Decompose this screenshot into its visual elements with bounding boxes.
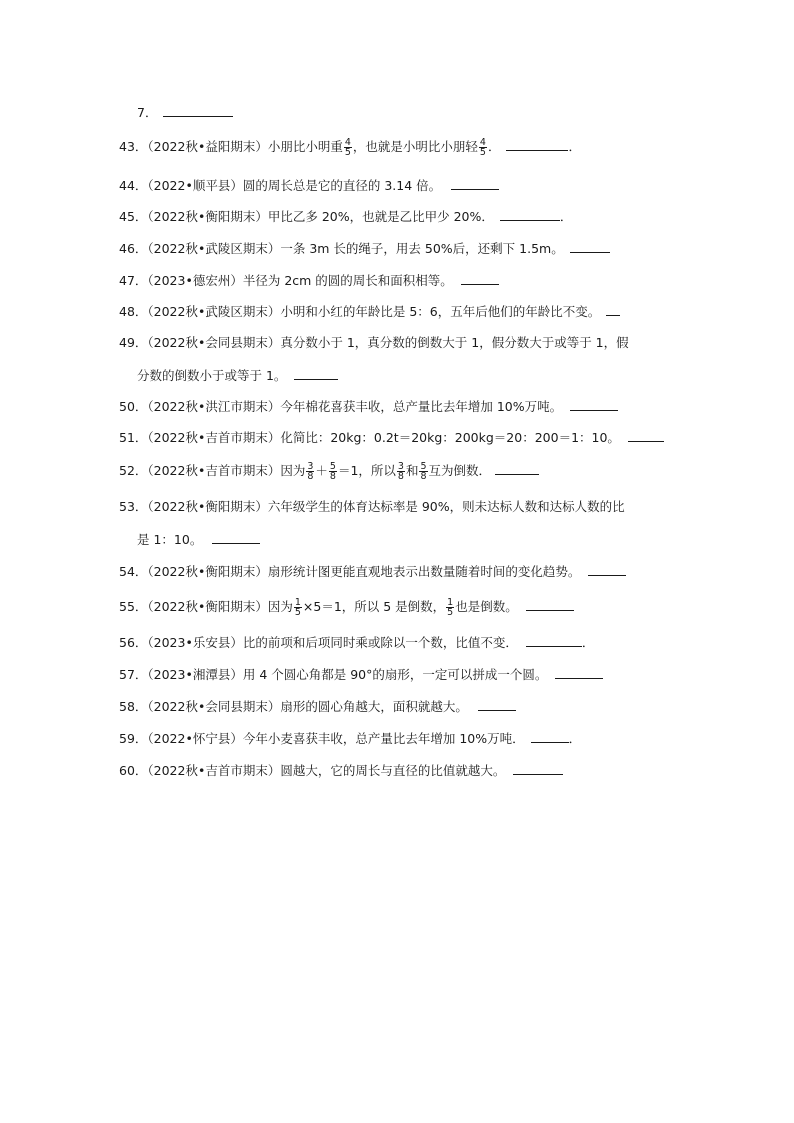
question-text: ×5＝1，所以 5 是倒数，: [302, 599, 446, 614]
question-59: [119, 730, 581, 747]
fraction-numerator: 3: [397, 461, 404, 472]
question-text: 43．（2022秋•益阳期末）小朋比小明重: [119, 139, 343, 154]
fraction-denominator: 8: [397, 471, 404, 482]
question-48: [119, 303, 620, 320]
fraction: [446, 598, 454, 617]
fraction: [329, 462, 337, 481]
question-text: 60．（2022秋•吉首市期末）圆越大，它的周长与直径的比值就越大。: [119, 763, 506, 778]
question-51: [119, 429, 664, 446]
question-49-line2: [137, 367, 338, 384]
question-49: [119, 335, 629, 351]
fraction-numerator: 4: [344, 137, 351, 148]
answer-blank[interactable]: [606, 303, 620, 316]
answer-blank[interactable]: [163, 104, 233, 117]
question-text: ．: [568, 139, 581, 154]
question-text: ．: [568, 731, 582, 746]
question-53-line2: [137, 531, 260, 548]
fraction-denominator: 5: [294, 607, 301, 618]
answer-blank[interactable]: [555, 666, 603, 679]
fraction: [344, 138, 352, 157]
answer-blank[interactable]: [506, 138, 568, 151]
fraction-denominator: 8: [420, 471, 427, 482]
answer-blank[interactable]: [294, 367, 338, 380]
question-text: 46．（2022秋•武陵区期末）一条 3m 长的绳子，用去 50%后，还剩下 1.5m。: [119, 241, 564, 256]
question-text: 分数的倒数小于或等于 1。: [137, 368, 287, 383]
question-text: 和: [405, 463, 419, 478]
question-text: 51．（2022秋•吉首市期末）化简比：20kg：0.2t＝20kg：200kg＝20：200＝1：10。: [119, 430, 620, 445]
question-47: [119, 272, 499, 289]
question-45: [119, 208, 572, 225]
fraction-denominator: 5: [447, 607, 454, 618]
question-text: 是 1：10。: [137, 532, 203, 547]
question-text: ＝1，所以: [337, 463, 396, 478]
question-text: 45．（2022秋•衡阳期末）甲比乙多 20%，也就是乙比甲少 20%．: [119, 209, 494, 224]
question-44: [119, 177, 499, 194]
question-text: 54．（2022秋•衡阳期末）扇形统计图更能直观地表示出数量随着时间的变化趋势。: [119, 564, 581, 579]
question-50: [119, 398, 618, 415]
answer-blank[interactable]: [461, 272, 499, 285]
question-53: [119, 499, 625, 515]
fraction: [306, 462, 314, 481]
question-text: 也是倒数。: [455, 599, 518, 614]
answer-blank[interactable]: [495, 462, 539, 475]
fraction-numerator: 1: [447, 597, 454, 608]
question-57: [119, 666, 603, 683]
answer-blank[interactable]: [526, 598, 574, 611]
question-55: [119, 598, 574, 617]
question-text: 7．: [137, 105, 158, 120]
question-text: ．: [581, 635, 595, 650]
fraction-denominator: 5: [479, 147, 486, 158]
question-text: 59．（2022•怀宁县）今年小麦喜获丰收，总产量比去年增加 10%万吨．: [119, 731, 525, 746]
question-54: [119, 563, 626, 580]
question-text: ．: [559, 209, 573, 224]
fraction: [294, 598, 302, 617]
fraction-numerator: 4: [479, 137, 486, 148]
fraction-denominator: 8: [329, 471, 336, 482]
question-43: [119, 138, 581, 157]
fraction-denominator: 5: [344, 147, 351, 158]
question-text: 58．（2022秋•会同县期末）扇形的圆心角越大，面积就越大。: [119, 699, 468, 714]
question-text: 57．（2023•湘潭县）用 4 个圆心角都是 90°的扇形，一定可以拼成一个圆。: [119, 667, 548, 682]
fraction-numerator: 5: [329, 461, 336, 472]
answer-blank[interactable]: [212, 531, 260, 544]
answer-blank[interactable]: [531, 730, 569, 743]
question-text: 49．（2022秋•会同县期末）真分数小于 1，真分数的倒数大于 1，假分数大于或等于 1，假: [119, 335, 629, 350]
question-text: 50．（2022秋•洪江市期末）今年棉花喜获丰收，总产量比去年增加 10%万吨。: [119, 399, 563, 414]
answer-blank[interactable]: [526, 634, 582, 647]
question-text: 44．（2022•顺平县）圆的周长总是它的直径的 3.14 倍。: [119, 178, 442, 193]
question-text: 55．（2022秋•衡阳期末）因为: [119, 599, 293, 614]
question-text: 53．（2022秋•衡阳期末）六年级学生的体育达标率是 90%，则未达标人数和达标人数的比: [119, 499, 625, 514]
fraction-numerator: 1: [294, 597, 301, 608]
answer-blank[interactable]: [451, 177, 499, 190]
answer-blank[interactable]: [570, 398, 618, 411]
question-text: 互为倒数．: [428, 463, 492, 478]
question-text: 48．（2022秋•武陵区期末）小明和小红的年龄比是 5：6，五年后他们的年龄比不变。: [119, 304, 601, 319]
question-58: [119, 698, 516, 715]
question-text: ，也就是小明比小朋轻: [352, 139, 478, 154]
question-52: [119, 462, 539, 481]
question-42-tail: [137, 104, 233, 121]
fraction-numerator: 5: [420, 461, 427, 472]
answer-blank[interactable]: [513, 762, 563, 775]
fraction: [479, 138, 487, 157]
question-text: ＋: [315, 463, 328, 478]
fraction-denominator: 8: [307, 471, 314, 482]
question-text: 52．（2022秋•吉首市期末）因为: [119, 463, 306, 478]
answer-blank[interactable]: [478, 698, 516, 711]
answer-blank[interactable]: [500, 208, 560, 221]
fraction: [419, 462, 427, 481]
answer-blank[interactable]: [570, 240, 610, 253]
fraction-numerator: 3: [307, 461, 314, 472]
question-60: [119, 762, 563, 779]
question-56: [119, 634, 594, 651]
question-text: 47．（2023•德宏州）半径为 2cm 的圆的周长和面积相等。: [119, 273, 453, 288]
answer-blank[interactable]: [588, 563, 626, 576]
fraction: [397, 462, 405, 481]
question-text: ．: [487, 139, 501, 154]
question-46: [119, 240, 610, 257]
question-text: 56．（2023•乐安县）比的前项和后项同时乘或除以一个数，比值不变．: [119, 635, 518, 650]
answer-blank[interactable]: [628, 429, 664, 442]
